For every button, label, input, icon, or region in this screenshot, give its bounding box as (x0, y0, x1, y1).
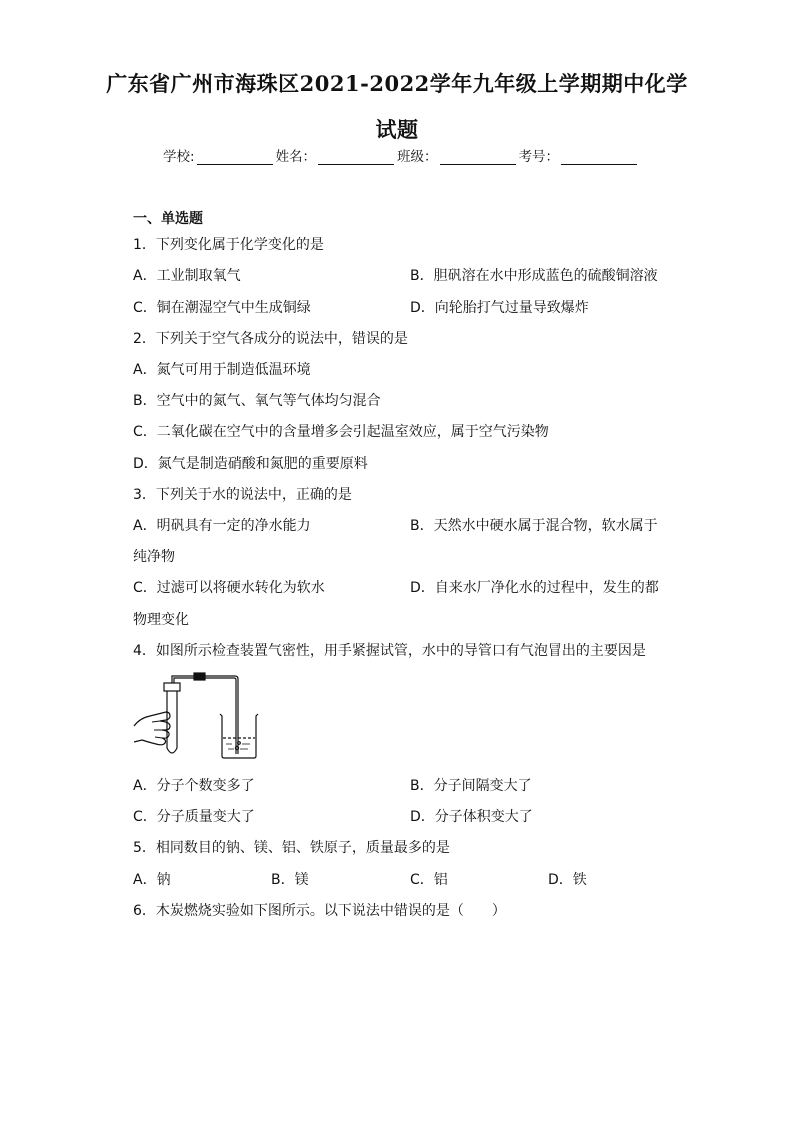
student-info-row (163, 145, 640, 165)
question-5-stem: 5．相同数目的钠、镁、铝、铁原子，质量最多的是 (133, 840, 450, 856)
page-title-line2: 试题 (375, 117, 419, 142)
name-label: 姓名： (275, 149, 317, 165)
question-5-option-b: B．镁 (271, 872, 309, 888)
question-4-option-d: D．分子体积变大了 (410, 809, 533, 825)
question-2-option-d: D．氮气是制造硝酸和氮肥的重要原料 (133, 456, 368, 472)
question-2-option-c: C．二氧化碳在空气中的含量增多会引起温室效应，属于空气污染物 (133, 424, 549, 440)
section-heading: 一、单选题 (133, 211, 203, 227)
hand-shape (134, 712, 170, 745)
name-blank (318, 150, 394, 165)
question-4-stem: 4．如图所示检查装置气密性，用手紧握试管，水中的导管口有气泡冒出的主要因是 (133, 643, 646, 659)
school-label: 学校: (163, 149, 195, 165)
bubble-shape (235, 746, 238, 749)
question-3-stem: 3．下列关于水的说法中，正确的是 (133, 487, 352, 503)
question-4-option-c: C．分子质量变大了 (133, 809, 255, 825)
number-label: 考号： (518, 149, 560, 165)
question-5-option-d: D．铁 (548, 872, 587, 888)
class-label: 班级： (397, 149, 438, 165)
question-3-option-d: D．自来水厂净化水的过程中，发生的都 (410, 580, 659, 596)
question-2-stem: 2．下列关于空气各成分的说法中，错误的是 (133, 331, 408, 347)
page-title: 广东省广州市海珠区2021-2022学年九年级上学期期中化学 (106, 71, 688, 96)
question-3-option-b-cont: 纯净物 (133, 549, 175, 565)
question-2-option-a: A．氮气可用于制造低温环境 (133, 362, 311, 378)
question-4-option-a: A．分子个数变多了 (133, 778, 255, 794)
question-5-option-c: C．铝 (410, 872, 448, 888)
question-3-option-a: A．明矾具有一定的净水能力 (133, 518, 311, 534)
question-5-option-a: A．钠 (133, 872, 171, 888)
question-1-option-a: A．工业制取氧气 (133, 268, 241, 284)
delivery-tube-shape (172, 676, 238, 754)
stopper-shape (164, 683, 180, 691)
question-1-stem: 1．下列变化属于化学变化的是 (133, 237, 324, 253)
question-2-option-b: B．空气中的氮气、氧气等气体均匀混合 (133, 393, 381, 409)
rubber-connector-shape (194, 673, 205, 680)
airtightness-apparatus-figure (130, 668, 270, 764)
test-tube-shape (167, 690, 177, 753)
number-blank (561, 150, 637, 165)
question-4-option-b: B．分子间隔变大了 (410, 778, 532, 794)
question-3-option-b: B．天然水中硬水属于混合物，软水属于 (410, 518, 658, 534)
question-3-option-d-cont: 物理变化 (133, 612, 189, 628)
question-1-option-d: D．向轮胎打气过量导致爆炸 (410, 300, 589, 316)
school-blank (197, 150, 273, 165)
class-blank (440, 150, 516, 165)
question-3-option-c: C．过滤可以将硬水转化为软水 (133, 580, 325, 596)
beaker-shape (220, 714, 258, 758)
question-1-option-b: B．胆矾溶在水中形成蓝色的硫酸铜溶液 (410, 268, 658, 284)
question-6-stem: 6．木炭燃烧实验如下图所示。以下说法中错误的是（ ） (133, 903, 506, 919)
question-1-option-c: C．铜在潮湿空气中生成铜绿 (133, 300, 311, 316)
